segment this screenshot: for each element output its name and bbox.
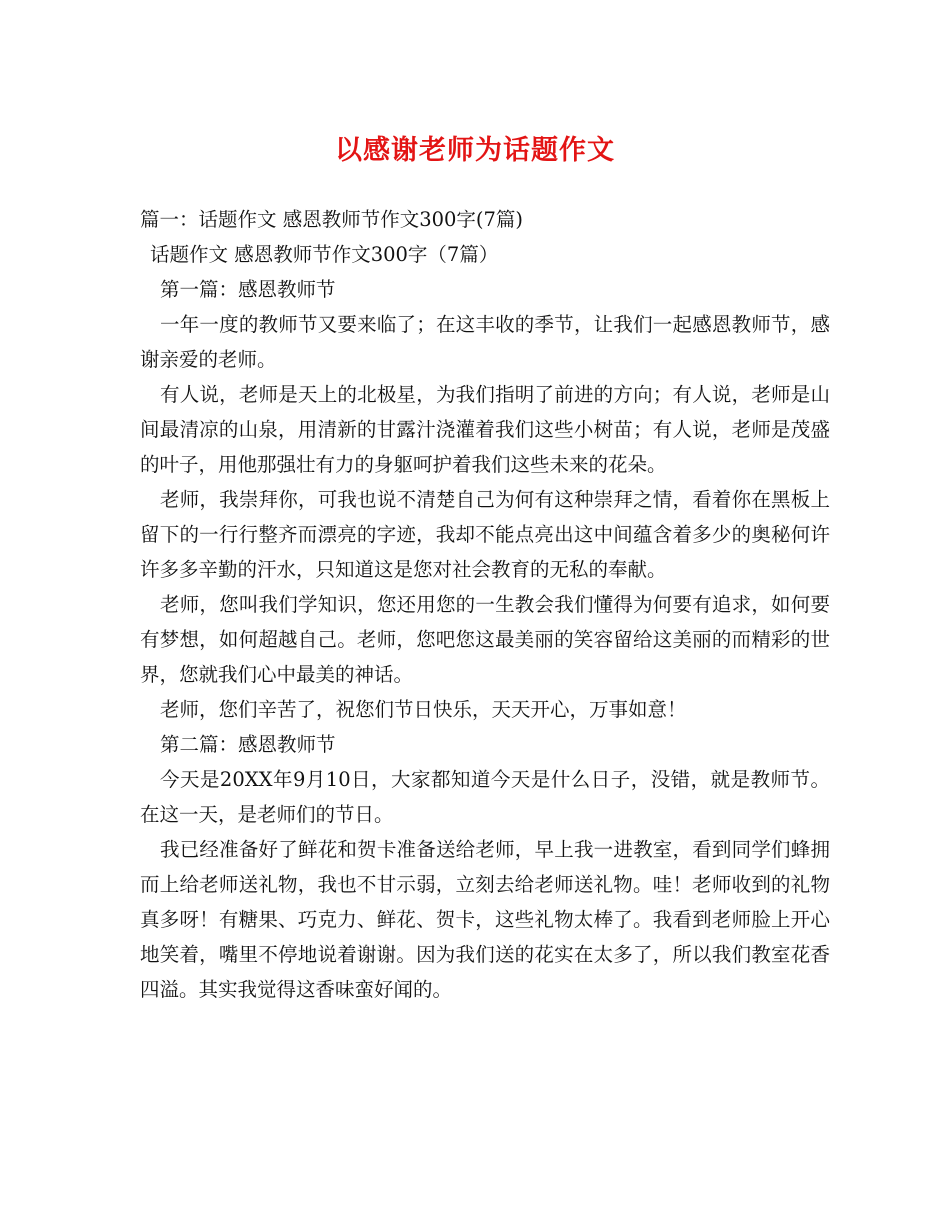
paragraph: 老师，您们辛苦了，祝您们节日快乐，天天开心，万事如意！	[160, 698, 687, 721]
paragraph: 我已经准备好了鲜花和贺卡准备送给老师，早上我一进教室，看到同学们蜂拥而上给老师送礼物，我也不甘示弱，立刻去给老师送礼物。哇！老师收到的礼物真多呀！有糖果、巧克力、鲜花、贺卡，这些礼物太棒了。我看到老师脸上开心地笑着，嘴里不停地说着谢谢。因为我们送的花实在太多了，所以我们教室花香四溢。其实我觉得这香味蛮好闻的。	[140, 838, 830, 1001]
section-2-title: 第二篇：感恩教师节	[160, 733, 336, 756]
paragraph: 老师，我崇拜你，可我也说不清楚自己为何有这种崇拜之情，看着你在黑板上留下的一行行整齐而漂亮的字迹，我却不能点亮出这中间蕴含着多少的奥秘何许许多多辛勤的汗水，只知道这是您对社会教育的无私的奉献。	[140, 488, 830, 581]
paragraph: 有人说，老师是天上的北极星，为我们指明了前进的方向；有人说，老师是山间最清凉的山泉，用清新的甘露汁浇灌着我们这些小树苗；有人说，老师是茂盛的叶子，用他那强壮有力的身躯呵护着我们这些未来的花朵。	[140, 383, 830, 476]
paragraph: 老师，您叫我们学知识，您还用您的一生教会我们懂得为何要有追求，如何要有梦想，如何超越自己。老师，您吧您这最美丽的笑容留给这美丽的而精彩的世界，您就我们心中最美的神话。	[140, 593, 830, 686]
paragraph: 一年一度的教师节又要来临了；在这丰收的季节，让我们一起感恩教师节，感谢亲爱的老师。	[140, 313, 830, 371]
heading-line-2: 话题作文 感恩教师节作文300字（7篇）	[150, 243, 499, 266]
document-title: 以感谢老师为话题作文	[335, 135, 615, 166]
heading-line-1: 篇一：话题作文 感恩教师节作文300字(7篇)	[140, 208, 524, 231]
section-1-title: 第一篇：感恩教师节	[160, 278, 336, 301]
paragraph: 今天是20XX年9月10日，大家都知道今天是什么日子，没错，就是教师节。在这一天，是老师们的节日。	[140, 768, 830, 826]
document-body	[140, 202, 830, 1007]
